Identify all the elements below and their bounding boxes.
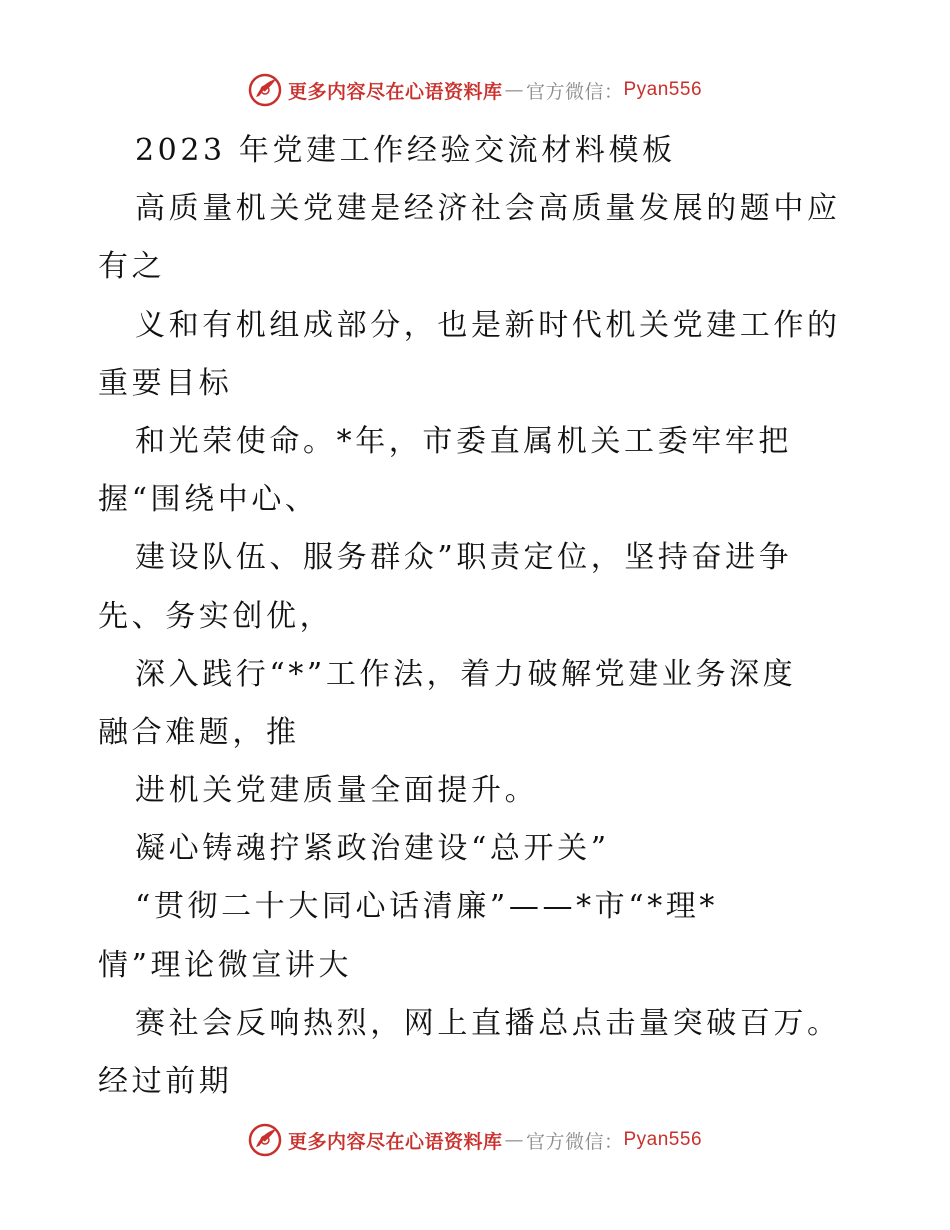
document-line: 和光荣使命。*年，市委直属机关工委牢牢把 <box>135 423 792 459</box>
document-line: 深入践行“*”工作法，着力破解党建业务深度 <box>135 656 797 692</box>
document-line: 赛社会反响热烈，网上直播总点击量突破百万。 <box>135 1005 841 1041</box>
document-line: “贯彻二十大同心话清廉”——*市“*理* <box>135 889 719 925</box>
watermark-account-id: Pyan556 <box>623 1129 703 1150</box>
document-line: 高质量机关党建是经济社会高质量发展的题中应 <box>135 191 841 227</box>
document-line: 先、务实创优， <box>98 598 334 634</box>
watermark-dash: — <box>504 79 524 101</box>
red-quill-logo-icon <box>248 1123 282 1157</box>
watermark-account-id: Pyan556 <box>623 79 703 100</box>
document-line: 有之 <box>98 249 166 285</box>
document-line: 融合难题，推 <box>98 714 300 750</box>
watermark-text <box>288 77 702 104</box>
watermark-brand: 更多内容尽在心语资料库 <box>287 1130 503 1153</box>
watermark-account-label: 官方微信： <box>525 80 624 103</box>
document-line: 经过前期 <box>98 1064 233 1099</box>
document-line: 进机关党建质量全面提升。 <box>135 773 539 809</box>
document-line: 2023 年党建工作经验交流材料模板 <box>135 133 676 168</box>
document-line: 情”理论微宣讲大 <box>98 947 353 983</box>
watermark-brand: 更多内容尽在心语资料库 <box>287 80 503 103</box>
document-body <box>98 122 858 1111</box>
watermark-account-label: 官方微信： <box>525 1130 624 1153</box>
watermark-dash: — <box>504 1129 524 1151</box>
watermark-text <box>288 1127 702 1154</box>
document-line: 握“围绕中心、 <box>98 482 319 518</box>
document-line: 建设队伍、服务群众”职责定位，坚持奋进争 <box>135 540 793 576</box>
header-watermark <box>0 70 950 110</box>
document-line: 义和有机组成部分，也是新时代机关党建工作的 <box>135 307 841 343</box>
document-line: 凝心铸魂拧紧政治建设“总开关” <box>135 831 610 867</box>
red-quill-logo-icon <box>248 73 282 107</box>
document-line: 重要目标 <box>98 365 233 401</box>
footer-watermark <box>0 1120 950 1160</box>
